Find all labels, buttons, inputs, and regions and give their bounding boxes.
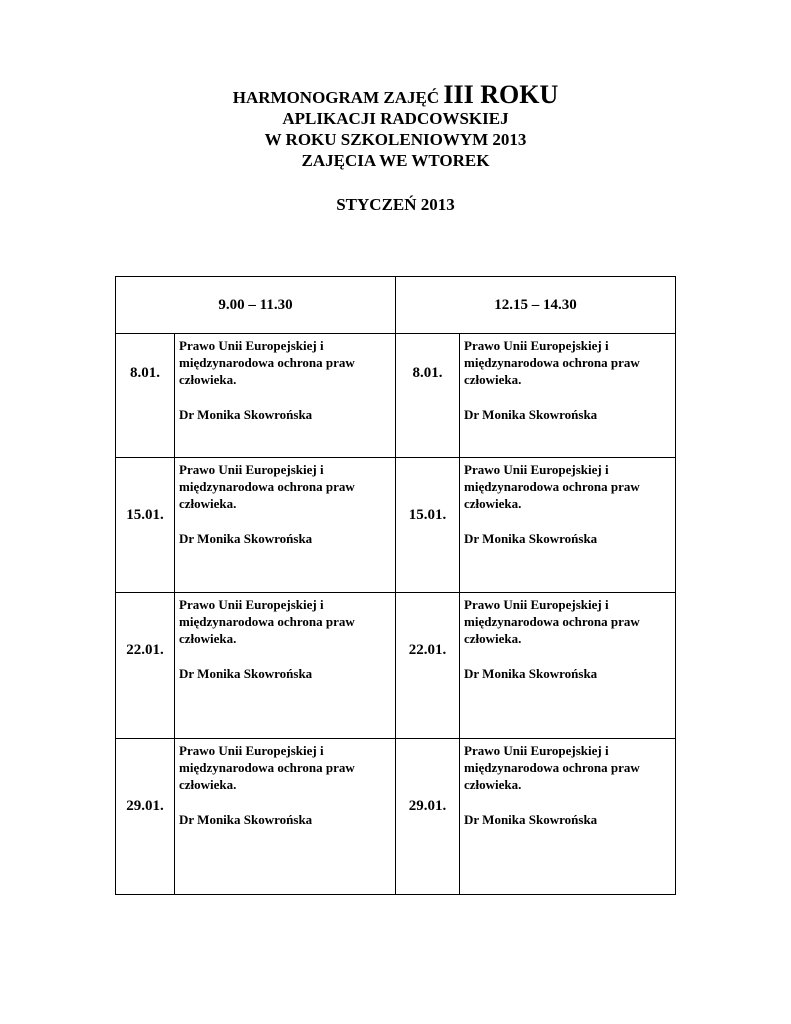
subject-line: człowieka. bbox=[464, 372, 522, 387]
table-row bbox=[116, 739, 676, 895]
date-cell: 22.01. bbox=[396, 593, 460, 739]
subject-cell bbox=[175, 739, 396, 895]
subject-cell bbox=[460, 739, 676, 895]
subject-line: Prawo Unii Europejskiej i bbox=[464, 597, 609, 612]
subject-line: Prawo Unii Europejskiej i bbox=[464, 743, 609, 758]
table-header-row bbox=[116, 277, 676, 334]
subject-line: Prawo Unii Europejskiej i bbox=[464, 338, 609, 353]
heading-month: STYCZEŃ 2013 bbox=[336, 195, 455, 214]
subject-line: międzynarodowa ochrona praw bbox=[179, 760, 355, 775]
table-row bbox=[116, 334, 676, 458]
teacher-name: Dr Monika Skowrońska bbox=[179, 666, 313, 681]
time-slot-morning: 9.00 – 11.30 bbox=[116, 277, 396, 334]
date-cell: 22.01. bbox=[116, 593, 175, 739]
schedule-table bbox=[115, 276, 676, 895]
subject-line: człowieka. bbox=[464, 777, 522, 792]
subject-line: człowieka. bbox=[179, 631, 237, 646]
date-cell: 29.01. bbox=[116, 739, 175, 895]
subject-line: Prawo Unii Europejskiej i bbox=[179, 338, 324, 353]
subject-line: międzynarodowa ochrona praw bbox=[179, 355, 355, 370]
subject-line: międzynarodowa ochrona praw bbox=[179, 479, 355, 494]
table-row bbox=[116, 458, 676, 593]
date-cell: 29.01. bbox=[396, 739, 460, 895]
heading-line-3: W ROKU SZKOLENIOWYM 2013 bbox=[264, 130, 527, 149]
subject-cell bbox=[175, 334, 396, 458]
heading-title-prefix: HARMONOGRAM ZAJĘĆ bbox=[232, 88, 440, 107]
teacher-name: Dr Monika Skowrońska bbox=[464, 531, 598, 546]
teacher-name: Dr Monika Skowrońska bbox=[464, 407, 598, 422]
subject-line: człowieka. bbox=[179, 372, 237, 387]
teacher-name: Dr Monika Skowrońska bbox=[179, 531, 313, 546]
subject-line: międzynarodowa ochrona praw bbox=[464, 760, 640, 775]
teacher-name: Dr Monika Skowrońska bbox=[179, 812, 313, 827]
subject-line: człowieka. bbox=[464, 496, 522, 511]
subject-line: międzynarodowa ochrona praw bbox=[179, 614, 355, 629]
subject-line: człowieka. bbox=[464, 631, 522, 646]
subject-line: międzynarodowa ochrona praw bbox=[464, 614, 640, 629]
subject-line: Prawo Unii Europejskiej i bbox=[179, 462, 324, 477]
date-cell: 8.01. bbox=[396, 334, 460, 458]
subject-line: międzynarodowa ochrona praw bbox=[464, 479, 640, 494]
time-slot-afternoon: 12.15 – 14.30 bbox=[396, 277, 676, 334]
subject-cell bbox=[175, 458, 396, 593]
document-heading bbox=[0, 80, 791, 215]
date-cell: 15.01. bbox=[116, 458, 175, 593]
heading-line-2: APLIKACJI RADCOWSKIEJ bbox=[282, 109, 509, 128]
teacher-name: Dr Monika Skowrońska bbox=[464, 812, 598, 827]
subject-line: człowieka. bbox=[179, 496, 237, 511]
subject-line: Prawo Unii Europejskiej i bbox=[464, 462, 609, 477]
subject-cell bbox=[460, 593, 676, 739]
subject-line: Prawo Unii Europejskiej i bbox=[179, 597, 324, 612]
heading-line-4: ZAJĘCIA WE WTOREK bbox=[301, 151, 490, 170]
subject-cell bbox=[175, 593, 396, 739]
date-cell: 8.01. bbox=[116, 334, 175, 458]
table-row bbox=[116, 593, 676, 739]
teacher-name: Dr Monika Skowrońska bbox=[179, 407, 313, 422]
subject-line: międzynarodowa ochrona praw bbox=[464, 355, 640, 370]
subject-cell bbox=[460, 458, 676, 593]
date-cell: 15.01. bbox=[396, 458, 460, 593]
subject-line: człowieka. bbox=[179, 777, 237, 792]
subject-cell bbox=[460, 334, 676, 458]
teacher-name: Dr Monika Skowrońska bbox=[464, 666, 598, 681]
subject-line: Prawo Unii Europejskiej i bbox=[179, 743, 324, 758]
heading-line-1 bbox=[0, 80, 791, 109]
heading-title-year: III ROKU bbox=[443, 80, 559, 109]
